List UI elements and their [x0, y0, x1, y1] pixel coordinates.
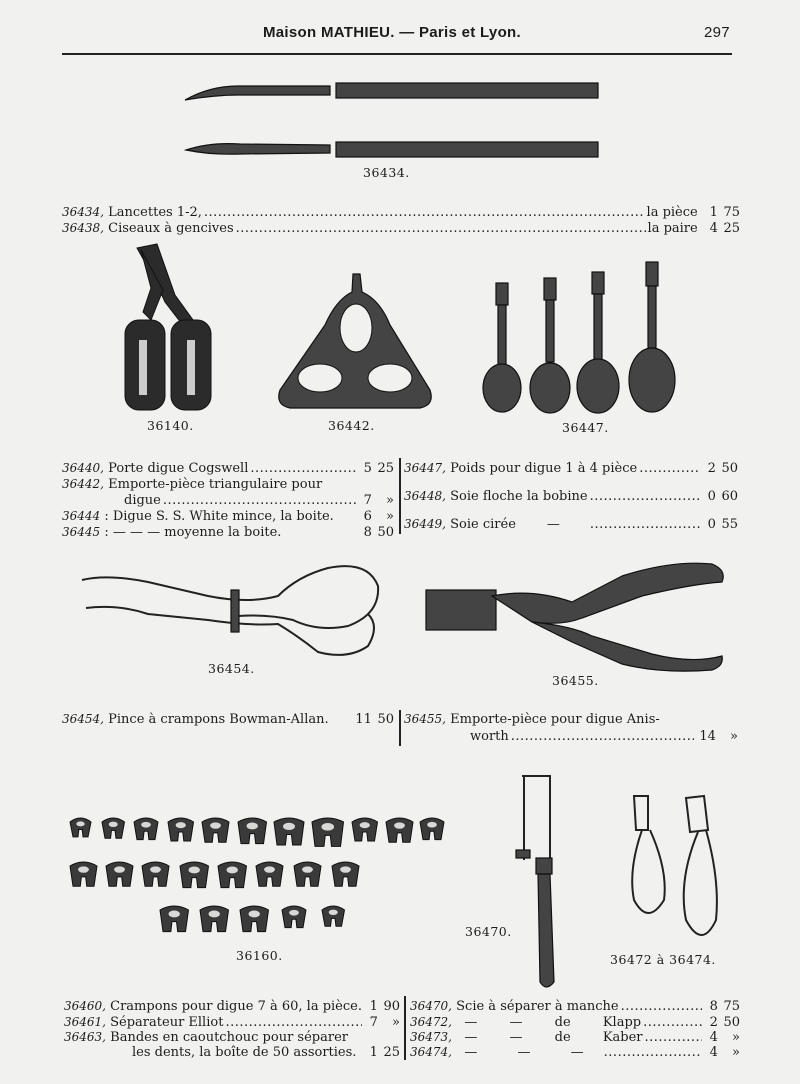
price-francs: 5 — [363, 461, 372, 476]
item-number: 36448, — [404, 489, 446, 503]
price-francs: 6 — [363, 509, 372, 524]
item-description: — — de Klapp — [464, 1015, 642, 1030]
price-francs: 4 — [709, 221, 718, 236]
item-description: Soie cirée — [450, 517, 516, 532]
price-cents: 50 — [721, 461, 738, 476]
item-number: 36454, — [62, 712, 104, 726]
price-francs: 7 — [363, 493, 372, 508]
figure-label-36434: 36434. — [363, 165, 410, 180]
item-number: 36444 — [62, 509, 101, 523]
figure-label-36442: 36442. — [328, 418, 375, 433]
item-number: 36434, — [62, 205, 104, 219]
price-cents: » — [730, 729, 738, 744]
ainsworth-punch-illustration — [422, 556, 732, 676]
clamp-glyph — [332, 862, 359, 886]
price-row-36472 — [410, 1015, 740, 1030]
price-francs: 7 — [369, 1015, 378, 1030]
price-francs: 11 — [355, 712, 372, 727]
clamp-glyph — [256, 862, 283, 886]
price-cents: » — [732, 1030, 740, 1045]
leader-dots — [204, 205, 645, 220]
item-description: Scie à séparer à manche — [456, 999, 619, 1014]
item-description: Ciseaux à gencives — [108, 221, 234, 236]
item-description: Soie floche la bobine — [450, 489, 588, 504]
clamp-glyph — [70, 862, 97, 886]
price-francs: 2 — [709, 1015, 718, 1030]
price-row-36449 — [404, 517, 738, 532]
price-francs: 4 — [709, 1045, 718, 1060]
price-cents: 55 — [721, 517, 738, 532]
price-row-36440 — [62, 461, 394, 476]
item-number: 36440, — [62, 461, 104, 475]
price-row-36434 — [62, 205, 740, 220]
clamp-glyph — [312, 818, 344, 846]
price-row-36473 — [410, 1030, 740, 1045]
triangular-punch-illustration — [270, 270, 440, 420]
price-cents: » — [392, 1015, 400, 1030]
figure-label-36470: 36470. — [465, 924, 512, 939]
figure-label-36455: 36455. — [552, 673, 599, 688]
price-francs: 4 — [709, 1030, 718, 1045]
clamp-glyph — [106, 862, 133, 886]
clamp-glyph — [322, 906, 345, 926]
figure-label-36460: 36160. — [236, 948, 283, 963]
figure-label-36447: 36447. — [562, 420, 609, 435]
leader-dots — [621, 999, 702, 1014]
price-francs: 8 — [709, 999, 718, 1014]
price-cents: 75 — [723, 205, 740, 220]
leader-dots — [163, 493, 356, 508]
item-number: 36463, — [64, 1030, 106, 1044]
page-number: 297 — [704, 24, 730, 41]
clamp-glyph — [420, 818, 444, 840]
price-row-36444 — [62, 509, 394, 524]
rubber-dam-holder-illustration — [115, 240, 235, 420]
price-francs: 0 — [707, 489, 716, 504]
dam-clamps-illustration — [60, 810, 460, 950]
leader-dots — [639, 461, 700, 476]
item-number: 36470, — [410, 999, 452, 1013]
clamp-glyph — [294, 862, 321, 886]
price-row-36470 — [410, 999, 740, 1014]
leader-dots — [236, 221, 646, 236]
clamp-glyph — [142, 862, 169, 886]
clamp-glyph — [70, 818, 91, 837]
clamp-glyph — [218, 862, 247, 888]
item-description-cont: worth — [470, 729, 509, 744]
price-row-36454 — [62, 712, 394, 727]
item-number: 36447, — [404, 461, 446, 475]
price-cents: 25 — [383, 1045, 400, 1060]
leader-dots — [643, 1015, 702, 1030]
figure-label-36454: 36454. — [208, 661, 255, 676]
item-number: 36449, — [404, 517, 446, 531]
item-description: — — — — [464, 1045, 584, 1060]
price-cents: 50 — [377, 525, 394, 540]
clamp-forceps-illustration — [78, 556, 398, 666]
column-divider — [404, 996, 406, 1060]
price-cents: » — [732, 1045, 740, 1060]
price-francs: 1 — [709, 205, 718, 220]
price-cents: 25 — [377, 461, 394, 476]
price-row-36463-cont — [132, 1045, 400, 1060]
page-header-title: Maison MATHIEU. — Paris et Lyon. — [263, 24, 521, 41]
clamp-glyph — [386, 818, 413, 842]
price-cents: 60 — [721, 489, 738, 504]
lancet-illustration — [0, 0, 800, 180]
separating-saw-illustration — [510, 772, 570, 992]
figure-label-36440: 36140. — [147, 418, 194, 433]
leader-dots — [590, 489, 700, 504]
item-number: 36474, — [410, 1045, 452, 1059]
price-row-36438 — [62, 221, 740, 236]
price-francs: 2 — [707, 461, 716, 476]
leader-dots — [250, 461, 356, 476]
price-francs: 1 — [369, 999, 378, 1014]
clamp-glyph — [168, 818, 194, 841]
item-number: 36461, — [64, 1015, 106, 1029]
item-unit: la pièce — [646, 205, 698, 220]
item-description: Emporte-pièce triangulaire pour — [108, 477, 323, 492]
clamp-glyph — [274, 818, 304, 845]
price-row-36445 — [62, 525, 394, 540]
item-description: Crampons pour digue 7 à 60, la pièce. — [110, 999, 362, 1014]
price-cents: » — [386, 509, 394, 524]
price-cents: 50 — [723, 1015, 740, 1030]
item-description: : — — — moyenne la boite. — [104, 525, 282, 540]
price-cents: » — [386, 493, 394, 508]
item-description: Pince à crampons Bowman-Allan. — [108, 712, 329, 727]
item-description-cont: les dents, la boîte de 50 assorties. — [132, 1045, 357, 1060]
leader-dots — [645, 1030, 702, 1045]
price-row-36460 — [64, 999, 400, 1014]
item-description: — — de Kaber — [464, 1030, 643, 1045]
clamp-glyph — [134, 818, 158, 840]
item-number: 36442, — [62, 477, 104, 491]
dam-weights-illustration — [478, 258, 698, 428]
item-description: Bandes en caoutchouc pour séparer — [110, 1030, 348, 1045]
item-description: Emporte-pièce pour digue Anis- — [450, 712, 660, 727]
price-francs: 8 — [363, 525, 372, 540]
price-row-36442 — [62, 477, 394, 492]
clamp-glyph — [240, 906, 269, 932]
price-francs: 0 — [707, 517, 716, 532]
item-number: 36445 — [62, 525, 101, 539]
price-row-36442-cont — [124, 493, 394, 508]
item-number: 36438, — [62, 221, 104, 235]
item-number: 36455, — [404, 712, 446, 726]
price-row-36474 — [410, 1045, 740, 1060]
price-francs: 1 — [369, 1045, 378, 1060]
clamp-glyph — [180, 862, 209, 888]
item-description: Poids pour digue 1 à 4 pièce — [450, 461, 638, 476]
price-row-36455 — [404, 712, 738, 727]
item-description: Lancettes 1-2, — [108, 205, 202, 220]
price-cents: 50 — [377, 712, 394, 727]
leader-dots — [511, 729, 694, 744]
clamp-glyph — [202, 818, 229, 842]
column-divider — [399, 458, 401, 534]
price-row-36447 — [404, 461, 738, 476]
clamp-glyph — [238, 818, 267, 844]
ditto-dash: — — [546, 517, 560, 532]
price-cents: 75 — [723, 999, 740, 1014]
price-francs: 14 — [699, 729, 716, 744]
klapp-kaber-separators-illustration — [624, 790, 734, 950]
clamp-glyph — [282, 906, 306, 928]
item-description: : Digue S. S. White mince, la boite. — [104, 509, 334, 524]
item-description-cont: digue — [124, 493, 161, 508]
leader-dots — [604, 1045, 702, 1060]
price-row-36455-cont — [470, 729, 738, 744]
price-cents: 90 — [383, 999, 400, 1014]
item-unit: la paire — [647, 221, 698, 236]
leader-dots — [590, 517, 700, 532]
item-description: Séparateur Elliot — [110, 1015, 224, 1030]
item-number: 36473, — [410, 1030, 452, 1044]
column-divider — [399, 710, 401, 746]
clamp-glyph — [352, 818, 378, 841]
price-row-36448 — [404, 489, 738, 504]
figure-label-36472: 36472 à 36474. — [610, 952, 716, 967]
leader-dots — [225, 1015, 361, 1030]
item-number: 36472, — [410, 1015, 452, 1029]
price-cents: 25 — [723, 221, 740, 236]
item-description: Porte digue Cogswell — [108, 461, 249, 476]
clamp-glyph — [160, 906, 189, 932]
clamp-glyph — [200, 906, 229, 932]
clamp-glyph — [102, 818, 125, 838]
item-number: 36460, — [64, 999, 106, 1013]
price-row-36463 — [64, 1030, 400, 1045]
price-row-36461 — [64, 1015, 400, 1030]
